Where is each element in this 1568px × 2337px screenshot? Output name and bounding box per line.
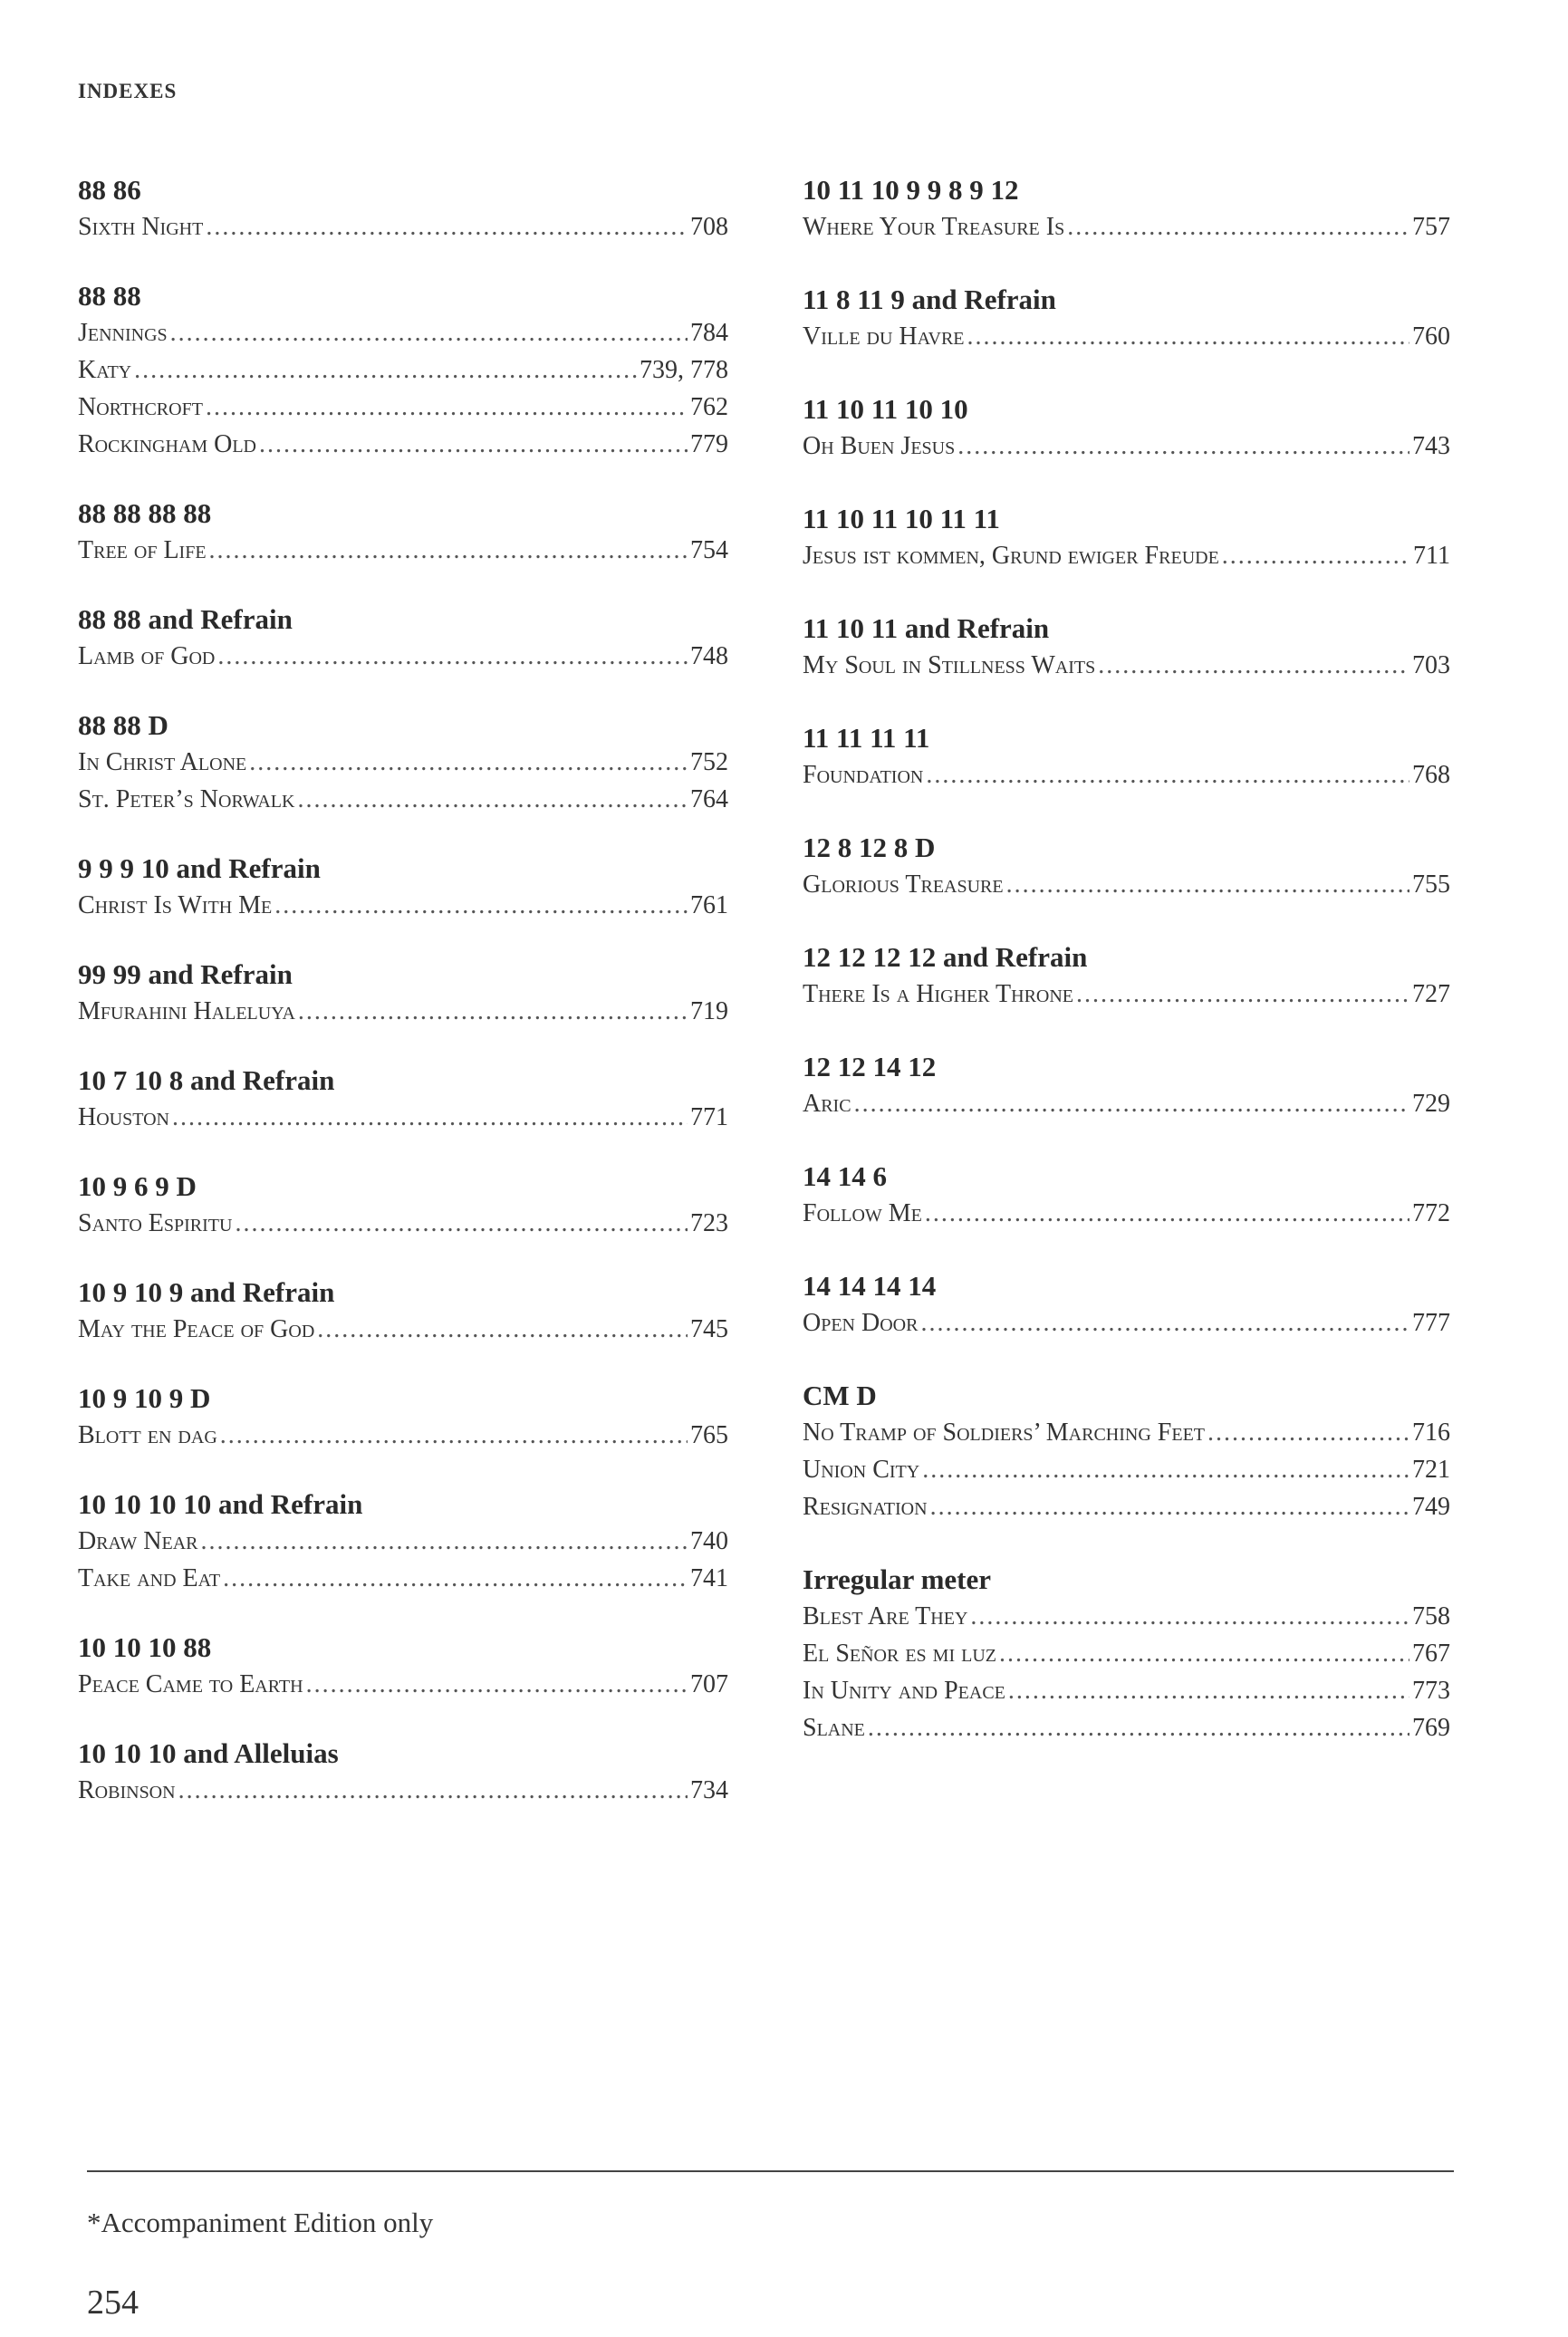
meter-heading: 99 99 and Refrain — [78, 958, 293, 990]
meter-heading: 14 14 6 — [803, 1160, 887, 1192]
meter-group — [803, 1562, 1450, 1746]
leader-dots — [274, 887, 688, 924]
meter-group — [78, 1380, 728, 1454]
tune-name: Union City — [803, 1456, 920, 1484]
index-entry — [803, 1451, 1450, 1488]
meter-group — [78, 1274, 728, 1348]
meter-group — [78, 851, 728, 924]
tune-name: Foundation — [803, 761, 924, 789]
index-entry — [803, 1672, 1450, 1709]
footnote: *Accompaniment Edition only — [87, 2207, 434, 2238]
tune-name: Glorious Treasure — [803, 870, 1004, 899]
meter-group — [803, 1159, 1450, 1232]
hymn-number: 739, 778 — [640, 356, 728, 384]
hymn-number: 765 — [690, 1421, 728, 1449]
meter-group — [78, 278, 728, 463]
index-entry — [803, 1598, 1450, 1635]
index-entry — [78, 744, 728, 781]
leader-dots — [957, 428, 1409, 465]
leader-dots — [259, 426, 688, 463]
meter-group — [78, 495, 728, 569]
index-entry — [803, 866, 1450, 903]
tune-name: No Tramp of Soldiers’ Marching Feet — [803, 1419, 1206, 1447]
page-number: 254 — [87, 2284, 139, 2322]
meter-heading: Irregular meter — [803, 1563, 992, 1595]
leader-dots — [235, 1205, 688, 1242]
footnote-rule — [87, 2170, 1454, 2172]
tune-name: There Is a Higher Throne — [803, 980, 1074, 1008]
tune-name: Jennings — [78, 319, 168, 347]
leader-dots — [209, 532, 688, 569]
tune-name: Blest Are They — [803, 1602, 968, 1630]
leader-dots — [1067, 208, 1409, 245]
index-entry — [78, 1772, 728, 1809]
leader-dots — [249, 744, 688, 781]
index-entry — [78, 351, 728, 389]
index-entry — [78, 993, 728, 1030]
index-entry — [803, 428, 1450, 465]
tune-name: Draw Near — [78, 1527, 198, 1555]
tune-name: Follow Me — [803, 1199, 922, 1227]
index-entry — [803, 647, 1450, 684]
leader-dots — [1222, 537, 1410, 574]
meter-group — [78, 601, 728, 675]
index-entry — [78, 1560, 728, 1597]
hymn-number: 741 — [690, 1564, 728, 1592]
hymn-number: 719 — [690, 997, 728, 1025]
tune-name: Jesus ist kommen, Grund ewiger Freude — [803, 542, 1219, 570]
meter-heading: 14 14 14 14 — [803, 1270, 937, 1302]
leader-dots — [1008, 1672, 1409, 1709]
hymn-number: 752 — [690, 748, 728, 776]
tune-name: Oh Buen Jesus — [803, 432, 956, 460]
hymn-number: 711 — [1413, 542, 1450, 570]
index-entry — [78, 887, 728, 924]
index-entry — [803, 1195, 1450, 1232]
meter-group — [78, 1736, 728, 1809]
meter-heading: 10 9 10 9 and Refrain — [78, 1276, 335, 1308]
index-entry — [803, 976, 1450, 1013]
tune-name: Santo Espiritu — [78, 1209, 233, 1237]
tune-name: Rockingham Old — [78, 430, 256, 458]
index-entry — [803, 1488, 1450, 1525]
meter-heading: 88 88 — [78, 280, 141, 312]
leader-dots — [854, 1085, 1409, 1122]
meter-heading: 10 10 10 88 — [78, 1631, 212, 1663]
meter-group — [78, 1168, 728, 1242]
hymn-number: 768 — [1412, 761, 1450, 789]
leader-dots — [172, 1099, 688, 1136]
hymn-number: 761 — [690, 891, 728, 919]
index-entry — [78, 1666, 728, 1703]
hymn-number: 758 — [1412, 1602, 1450, 1630]
tune-name: El Señor es mi luz — [803, 1640, 996, 1668]
index-entry — [803, 756, 1450, 793]
leader-dots — [925, 1195, 1409, 1232]
leader-dots — [206, 208, 688, 245]
meter-heading: 88 88 D — [78, 709, 168, 741]
meter-group — [803, 501, 1450, 574]
tune-name: Ville du Havre — [803, 322, 965, 351]
index-entry — [803, 1635, 1450, 1672]
tune-name: Resignation — [803, 1493, 928, 1521]
meter-heading: 12 8 12 8 D — [803, 832, 936, 863]
index-entry — [78, 1311, 728, 1348]
meter-heading: 9 9 9 10 and Refrain — [78, 852, 321, 884]
tune-name: Take and Eat — [78, 1564, 221, 1592]
index-entry — [78, 781, 728, 818]
meter-group — [78, 1063, 728, 1136]
meter-group — [803, 282, 1450, 355]
leader-dots — [206, 389, 688, 426]
hymn-number: 784 — [690, 319, 728, 347]
index-entry — [803, 1304, 1450, 1342]
leader-dots — [220, 1417, 688, 1454]
meter-heading: 12 12 12 12 and Refrain — [803, 941, 1088, 973]
hymn-number: 748 — [690, 642, 728, 670]
leader-dots — [178, 1772, 688, 1809]
index-entry — [78, 1205, 728, 1242]
hymn-number: 708 — [690, 213, 728, 241]
hymn-number: 749 — [1412, 1493, 1450, 1521]
meter-heading: 11 10 11 and Refrain — [803, 612, 1050, 644]
tune-name: Northcroft — [78, 393, 203, 421]
index-entry — [78, 638, 728, 675]
tune-name: Mfurahini Haleluya — [78, 997, 295, 1025]
leader-dots — [298, 993, 688, 1030]
hymn-number: 743 — [1412, 432, 1450, 460]
meter-group — [803, 172, 1450, 245]
meter-heading: 10 11 10 9 9 8 9 12 — [803, 174, 1019, 206]
hymn-number: 777 — [1412, 1309, 1450, 1337]
meter-group — [803, 939, 1450, 1013]
meter-group — [803, 611, 1450, 684]
meter-heading: 88 86 — [78, 174, 141, 206]
index-entry — [78, 532, 728, 569]
leader-dots — [297, 781, 688, 818]
hymn-number: 760 — [1412, 322, 1450, 351]
meter-group — [803, 1049, 1450, 1122]
index-entry — [78, 1099, 728, 1136]
tune-name: Peace Came to Earth — [78, 1670, 303, 1698]
hymn-number: 716 — [1412, 1419, 1450, 1447]
meter-group — [803, 830, 1450, 903]
meter-heading: 11 8 11 9 and Refrain — [803, 284, 1056, 315]
index-entry — [803, 1414, 1450, 1451]
hymn-number: 745 — [690, 1315, 728, 1343]
index-entry — [803, 208, 1450, 245]
hymn-number: 779 — [690, 430, 728, 458]
hymn-number: 729 — [1412, 1090, 1450, 1118]
tune-name: In Christ Alone — [78, 748, 247, 776]
meter-heading: 10 10 10 and Alleluias — [78, 1737, 339, 1769]
hymn-number: 773 — [1412, 1677, 1450, 1705]
hymn-number: 727 — [1412, 980, 1450, 1008]
leader-dots — [920, 1304, 1409, 1342]
meter-group — [78, 1630, 728, 1703]
index-entry — [803, 318, 1450, 355]
index-column-left — [78, 172, 728, 1809]
leader-dots — [926, 756, 1409, 793]
hymn-number: 755 — [1412, 870, 1450, 899]
tune-name: Lamb of God — [78, 642, 216, 670]
tune-name: Aric — [803, 1090, 851, 1118]
hymn-number: 707 — [690, 1670, 728, 1698]
index-entry — [803, 1709, 1450, 1746]
tune-name: May the Peace of God — [78, 1315, 315, 1343]
tune-name: Open Door — [803, 1309, 919, 1337]
meter-heading: 10 7 10 8 and Refrain — [78, 1064, 335, 1096]
running-head: INDEXES — [78, 80, 178, 102]
hymn-number: 771 — [690, 1103, 728, 1131]
meter-group — [803, 720, 1450, 793]
index-column-right — [803, 172, 1450, 1746]
hymn-number: 757 — [1412, 213, 1450, 241]
hymn-number: 740 — [690, 1527, 728, 1555]
tune-name: Katy — [78, 356, 132, 384]
meter-heading: 11 11 11 11 — [803, 722, 930, 754]
leader-dots — [317, 1311, 688, 1348]
hymn-number: 723 — [690, 1209, 728, 1237]
meter-heading: 88 88 and Refrain — [78, 603, 293, 635]
hymn-number: 721 — [1412, 1456, 1450, 1484]
hymn-number: 767 — [1412, 1640, 1450, 1668]
index-entry — [78, 314, 728, 351]
index-entry — [78, 426, 728, 463]
tune-name: Houston — [78, 1103, 169, 1131]
meter-heading: 10 9 10 9 D — [78, 1382, 211, 1414]
meter-heading: 12 12 14 12 — [803, 1051, 937, 1082]
leader-dots — [1207, 1414, 1409, 1451]
hymn-number: 703 — [1412, 651, 1450, 679]
index-entry — [78, 389, 728, 426]
leader-dots — [922, 1451, 1409, 1488]
index-entry — [78, 1417, 728, 1454]
hymn-number: 764 — [690, 785, 728, 813]
tune-name: Where Your Treasure Is — [803, 213, 1065, 241]
tune-name: My Soul in Stillness Waits — [803, 651, 1096, 679]
meter-heading: 88 88 88 88 — [78, 497, 212, 529]
tune-name: St. Peter’s Norwalk — [78, 785, 295, 813]
index-entry — [803, 537, 1450, 574]
leader-dots — [201, 1523, 688, 1560]
leader-dots — [967, 318, 1409, 355]
index-entry — [78, 208, 728, 245]
index-entry — [78, 1523, 728, 1560]
tune-name: Slane — [803, 1714, 865, 1742]
leader-dots — [170, 314, 688, 351]
meter-heading: 11 10 11 10 11 11 — [803, 503, 1000, 534]
meter-group — [803, 391, 1450, 465]
meter-group — [78, 172, 728, 245]
meter-heading: 10 9 6 9 D — [78, 1170, 197, 1202]
leader-dots — [1098, 647, 1409, 684]
meter-group — [803, 1268, 1450, 1342]
hymn-number: 772 — [1412, 1199, 1450, 1227]
hymn-number: 754 — [690, 536, 728, 564]
tune-name: Sixth Night — [78, 213, 204, 241]
leader-dots — [1006, 866, 1409, 903]
tune-name: Blott en dag — [78, 1421, 217, 1449]
meter-group — [78, 1486, 728, 1597]
meter-group — [78, 957, 728, 1030]
index-entry — [803, 1085, 1450, 1122]
leader-dots — [970, 1598, 1409, 1635]
leader-dots — [217, 638, 688, 675]
meter-group — [803, 1378, 1450, 1525]
leader-dots — [306, 1666, 688, 1703]
tune-name: Robinson — [78, 1776, 176, 1804]
meter-heading: CM D — [803, 1380, 877, 1411]
tune-name: In Unity and Peace — [803, 1677, 1005, 1705]
hymn-number: 762 — [690, 393, 728, 421]
leader-dots — [930, 1488, 1409, 1525]
meter-heading: 10 10 10 10 and Refrain — [78, 1488, 363, 1520]
meter-heading: 11 10 11 10 10 — [803, 393, 968, 425]
tune-name: Tree of Life — [78, 536, 207, 564]
leader-dots — [134, 351, 637, 389]
leader-dots — [223, 1560, 688, 1597]
tune-name: Christ Is With Me — [78, 891, 273, 919]
hymn-number: 734 — [690, 1776, 728, 1804]
leader-dots — [999, 1635, 1409, 1672]
hymn-number: 769 — [1412, 1714, 1450, 1742]
meter-group — [78, 707, 728, 818]
leader-dots — [868, 1709, 1409, 1746]
leader-dots — [1076, 976, 1409, 1013]
